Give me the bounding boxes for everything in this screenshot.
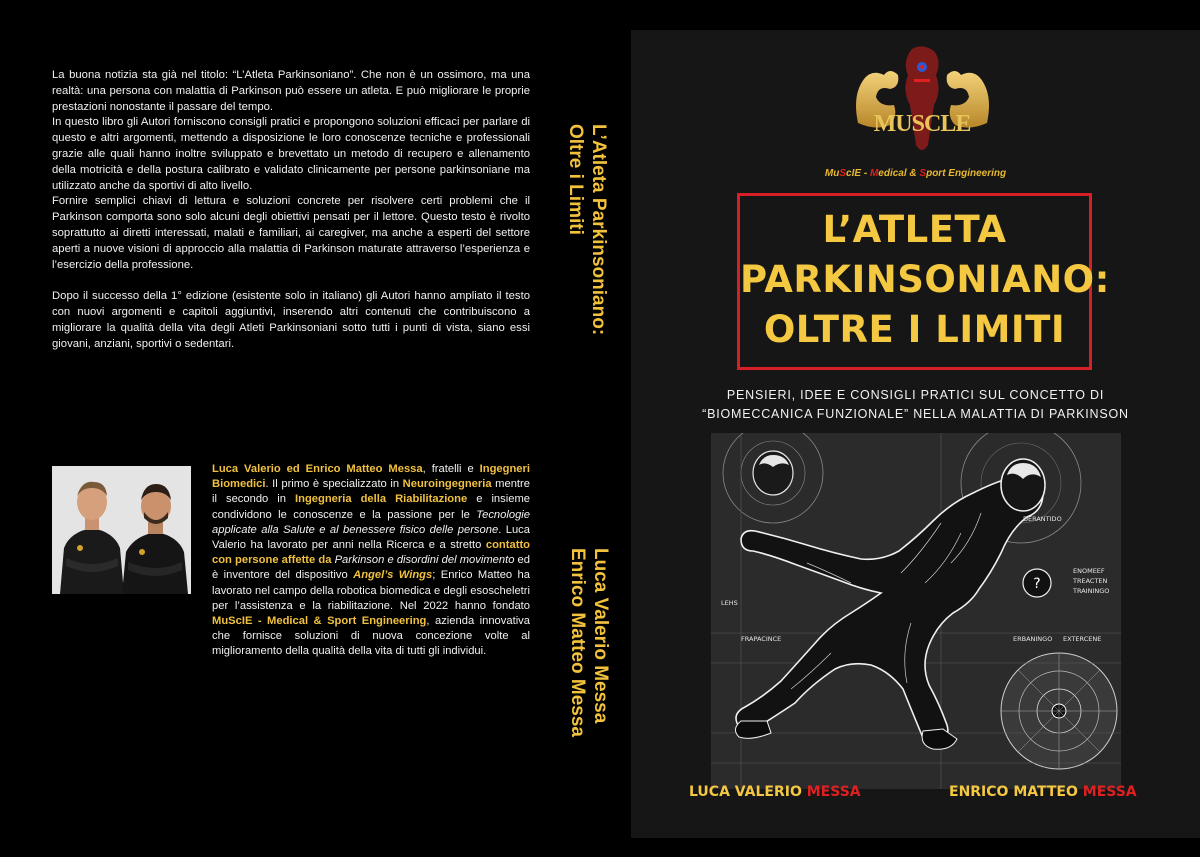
author-name-1 [689,784,861,800]
bio-text: ed è inventore del dispositivo [212,554,531,582]
spine-title-line: Oltre i Limiti [565,124,586,235]
brand-text: Mu [824,168,840,179]
bio-bold: contatto con persone affette da [212,539,530,567]
bio-text: , fratelli e [422,463,480,475]
cover-illustration [711,433,1121,789]
spine-authors [566,548,612,737]
book-title-line: OLTRE I LIMITI [763,308,1066,351]
subtitle-line: PENSIERI, IDEE E CONSIGLI PRATICI SUL CONCETTO DI [726,388,1105,402]
brand-text: port Engineering [926,168,1007,179]
spine-author-line: Enrico Matteo Messa [567,548,588,737]
back-cover-blurb [52,68,530,352]
spine-author-line: Luca Valerio Messa [590,548,611,724]
authors-photo [52,466,191,594]
svg-text:?: ? [1033,576,1041,592]
bio-text: mentre il secondo in [212,478,530,506]
illustration-label: TREACTEN [1073,577,1108,585]
bio-text: . Il primo è specializzato in [265,478,403,491]
bio-names: Luca Valerio ed Enrico Matteo Messa [212,463,423,475]
illustration-label: FRAPACINCE [741,635,782,643]
bio-bold-italic: Angel’s Wings [353,569,433,582]
spine [545,0,631,857]
authors-bio [212,462,530,660]
brand-tagline [631,168,1200,179]
blurb-paragraph: Fornire semplici chiavi di lettura e soluzioni concrete per risolvere certi problemi che il Parkinson comporta sono solo alcuni degli obiettivi pensati per il lettore. Questo testo è rivolto soprattutto ai diretti interessati, malati e familiari, ai caregiver, ma anche a esperti del settore aperti a nuove visioni di approccio alla malattia di Parkinson maturate attraverso l’esperienza e l’esercizio della professione. [52,195,530,271]
spine-title-line: L’Atleta Parkinsoniano: [588,124,609,336]
authors-photo-illustration [52,466,191,594]
spine-title [564,124,610,335]
brand-text: cIE - [846,168,870,179]
bio-italic: Tecnologie applicate alla Salute e al benessere fisico delle persone [212,508,530,536]
author-name-2 [949,784,1137,800]
author-first-name: LUCA VALERIO [689,784,807,800]
logo-text: MUSCLE [873,111,971,137]
book-title-line: L’ATLETA [822,208,1007,251]
bio-text: ; Enrico Matteo ha lavorato nel campo della robotica biomedica e degli esoscheletri per l’assistenza e la riabilitazione. Nel 2022 hanno fondato [212,569,531,612]
author-last-name: MESSA [1082,784,1137,800]
brand-accent: S [919,168,927,179]
bio-bold: Ingegneria della Riabilitazione [295,493,468,506]
author-first-name: ENRICO MATTEO [949,784,1083,800]
bio-text: . Luca Valerio ha lavorato per anni nella Ricerca e a stretto [212,523,530,552]
muscie-logo-icon [850,45,995,163]
bio-bold: Ingegneri Biomedici [212,463,530,491]
subtitle-line: “BIOMECCANICA FUNZIONALE” NELLA MALATTIA DI PARKINSON [702,407,1129,421]
author-last-name: MESSA [806,784,861,800]
front-cover [631,30,1200,838]
title-box [737,193,1110,370]
bio-text: e insieme condividono le conoscenze e la passione per le [212,493,530,521]
bio-bold: MuScIE - Medical & Sport Engineering [212,615,427,628]
blurb-paragraph: In questo libro gli Autori forniscono consigli pratici e propongono soluzioni efficaci per parlare di questo e altri argomenti, mettendo a disposizione le loro conoscenze tecniche e professionali grazie alle quali hanno inoltre sviluppato e brevettato un metodo di recupero e allenamento della motricità e della postura calibrato e validato clinicamente per persone parkinsoniane ma utilizzato anche da sportivi di alto livello. [52,116,530,192]
runner-illustration [711,433,1121,789]
blurb-paragraph: Dopo il successo della 1° edizione (esistente solo in italiano) gli Autori hanno ampliato il testo con nuovi argomenti e capitoli aggiuntivi, inserendo altri contenuti che contribuiscono a migliorare la qualità della vita degli Atleti Parkinsoniani sotto tutti i punti di vista, siano essi giovani, anziani, sportivi o sedentari. [52,290,530,350]
blurb-paragraph: La buona notizia sta già nel titolo: “L’Atleta Parkinsoniano”. Che non è un ossimoro, ma una realtà: una persona con malattia di Parkinson può essere un atleta. E può migliorare le proprie prestazioni nonostante il passare del tempo. [52,69,530,113]
illustration-label: LEHS [721,599,738,607]
illustration-label: DERANTIDO [1023,515,1062,523]
brand-accent: S [839,168,847,179]
bio-italic: Parkinson e disordini del movimento [334,554,515,567]
illustration-label: TRAININGO [1073,587,1110,595]
brand-text: edical & [878,168,920,179]
brand-accent: M [869,168,879,179]
book-title-line: PARKINSONIANO: [740,258,1110,301]
illustration-label: ENOMEEF [1073,567,1105,575]
illustration-label: EXTERCENE [1063,635,1102,643]
illustration-label: ERBANINGO [1013,635,1053,643]
back-cover [0,0,545,857]
bio-text: , azienda innovativa che fornisce soluzioni di nuova concezione volte al miglioramento della qualità della vita di tutti gli individui. [212,615,530,658]
bio-bold: Neuroingegneria [402,478,492,491]
